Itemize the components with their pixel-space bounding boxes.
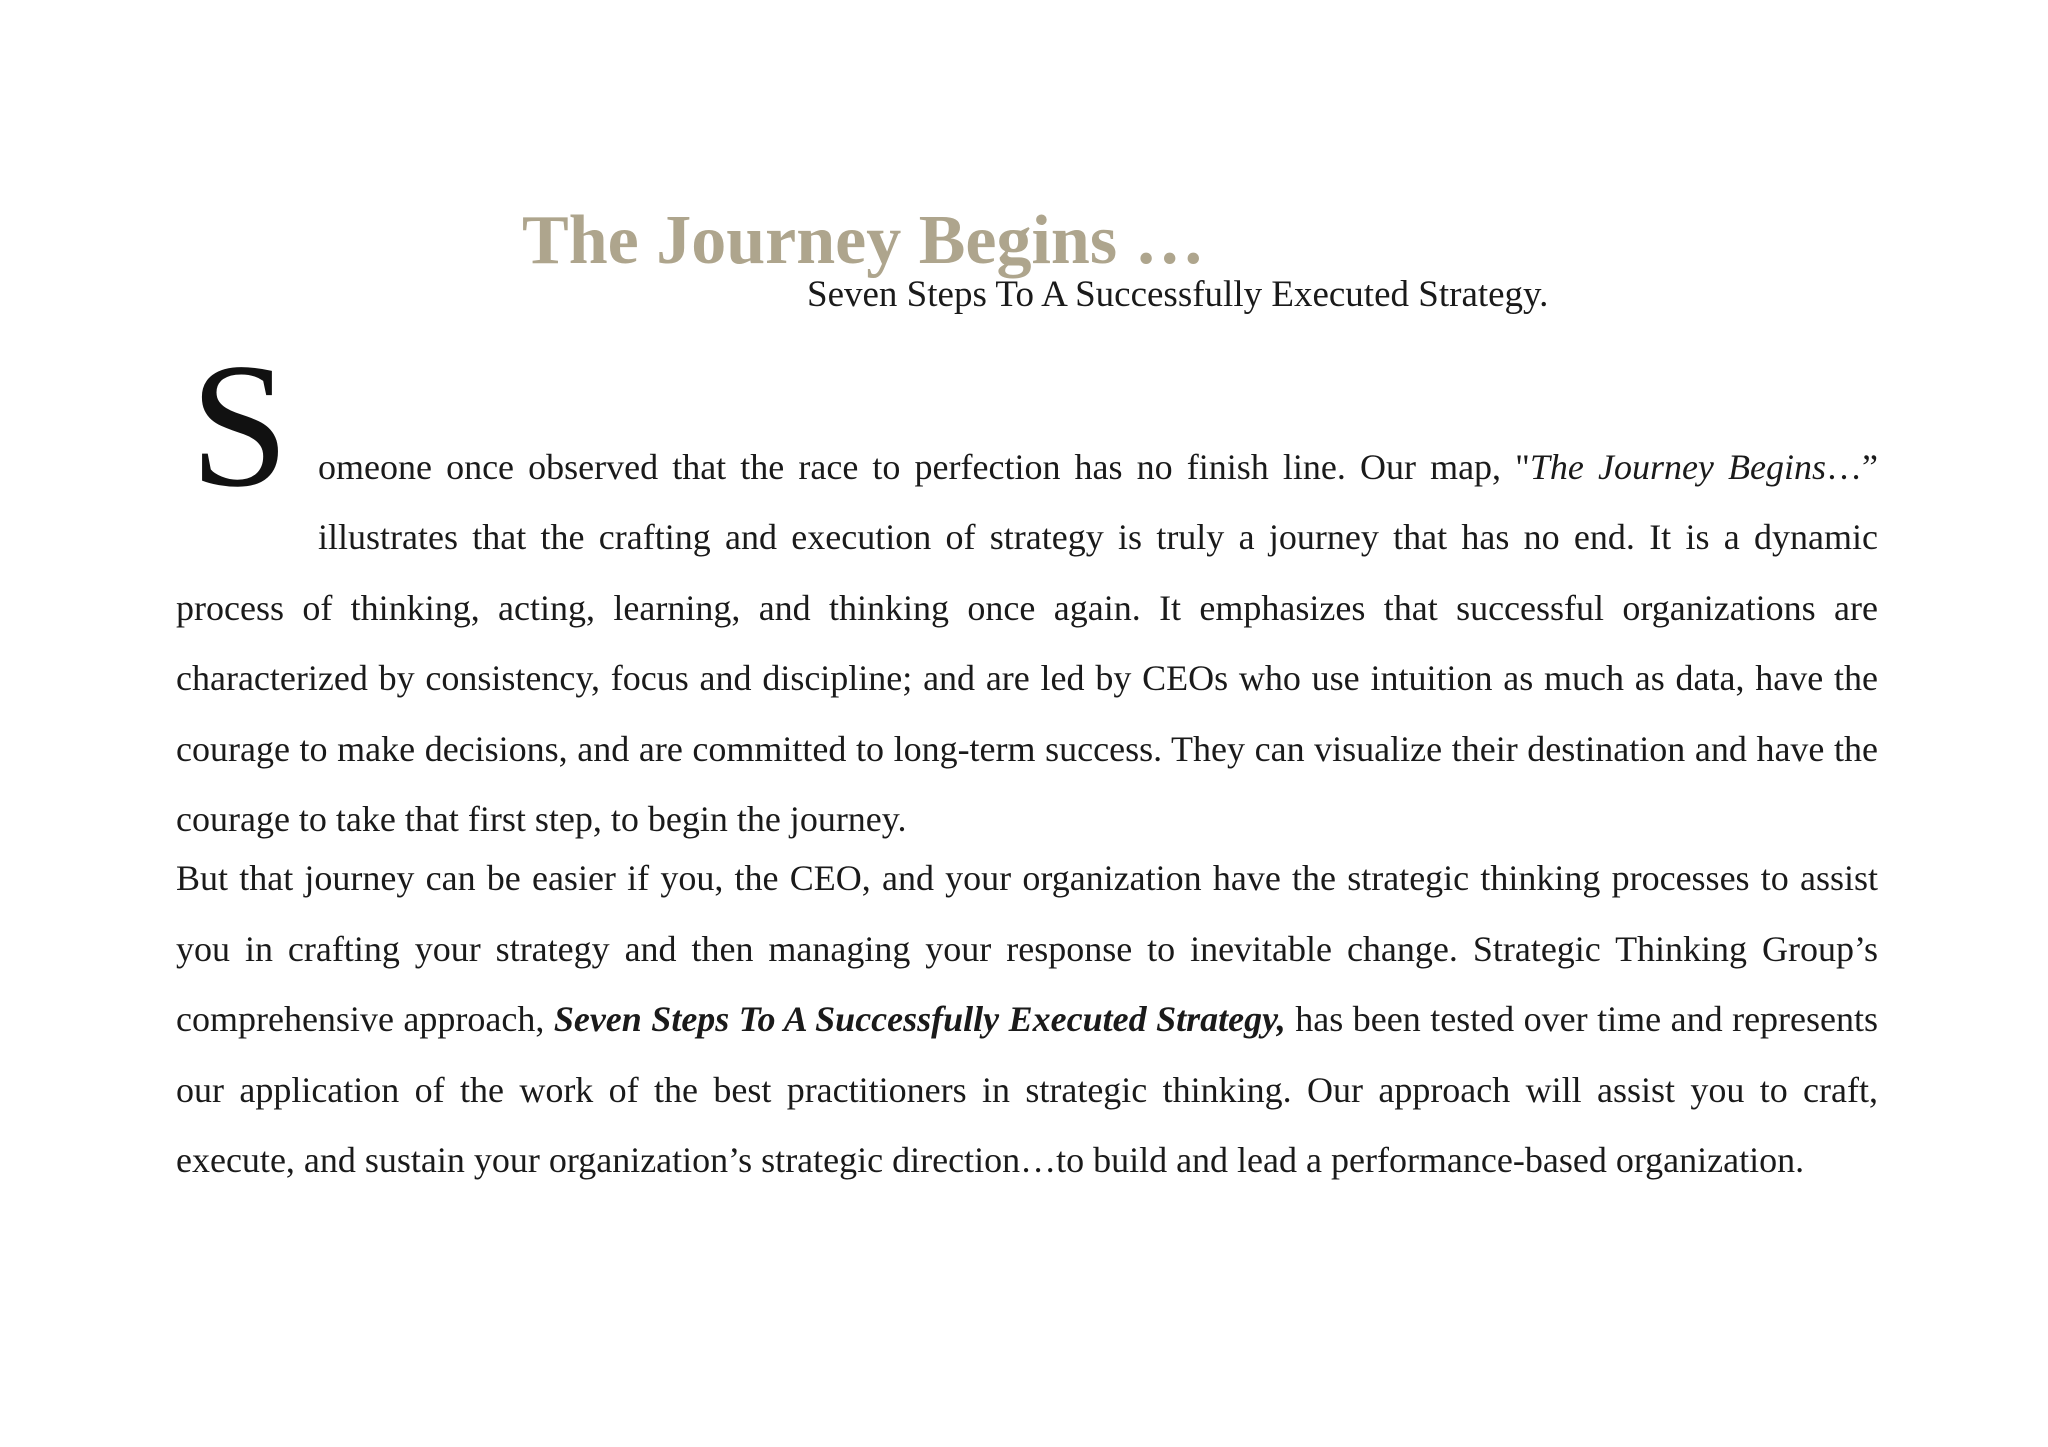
approach-text-end: has been tested over time and represents our application of the work of the best practitioners in strategic thinking. Our approach will assist you to craft, execute, and sustain your organization’s strategic direction…to build and lead a performance-based organization. — [176, 999, 1879, 1180]
intro-first-line — [318, 432, 1878, 502]
page-title: The Journey Begins … — [522, 202, 1205, 279]
drop-cap: S — [190, 326, 289, 524]
intro-paragraph-rest: process of thinking, acting, learning, and thinking once again. It emphasizes that successful organizations are characterized by consistency, focus and discipline; and are led by CEOs who use intuition as much as data, have the courage to make decisions, and are committed to long-term success. They can visualize their destination and have the courage to take that first step, to begin the journey. — [176, 587, 1878, 839]
intro-second-line: illustrates that the crafting and execution of strategy is truly a journey that has no end. It is a dynamic — [318, 517, 1878, 557]
intro-first-line-end: …” — [1826, 447, 1878, 487]
page-subtitle: Seven Steps To A Successfully Executed Strategy. — [807, 274, 1549, 315]
intro-paragraph — [176, 502, 1878, 855]
approach-text-start: But that journey can be easier if you, the CEO, and your organization have the strategic thinking processes to assist you in crafting your strategy and then managing your response to inevitable change. Strategic Thinking Group’s comprehensive approach, — [176, 858, 1878, 1039]
approach-name-emphasis: Seven Steps To A Successfully Executed Strategy, — [553, 999, 1286, 1039]
map-title-italic: The Journey Begins — [1529, 447, 1827, 487]
approach-paragraph — [176, 843, 1878, 1196]
intro-first-line-text: omeone once observed that the race to perfection has no finish line. Our map, " — [318, 447, 1530, 487]
